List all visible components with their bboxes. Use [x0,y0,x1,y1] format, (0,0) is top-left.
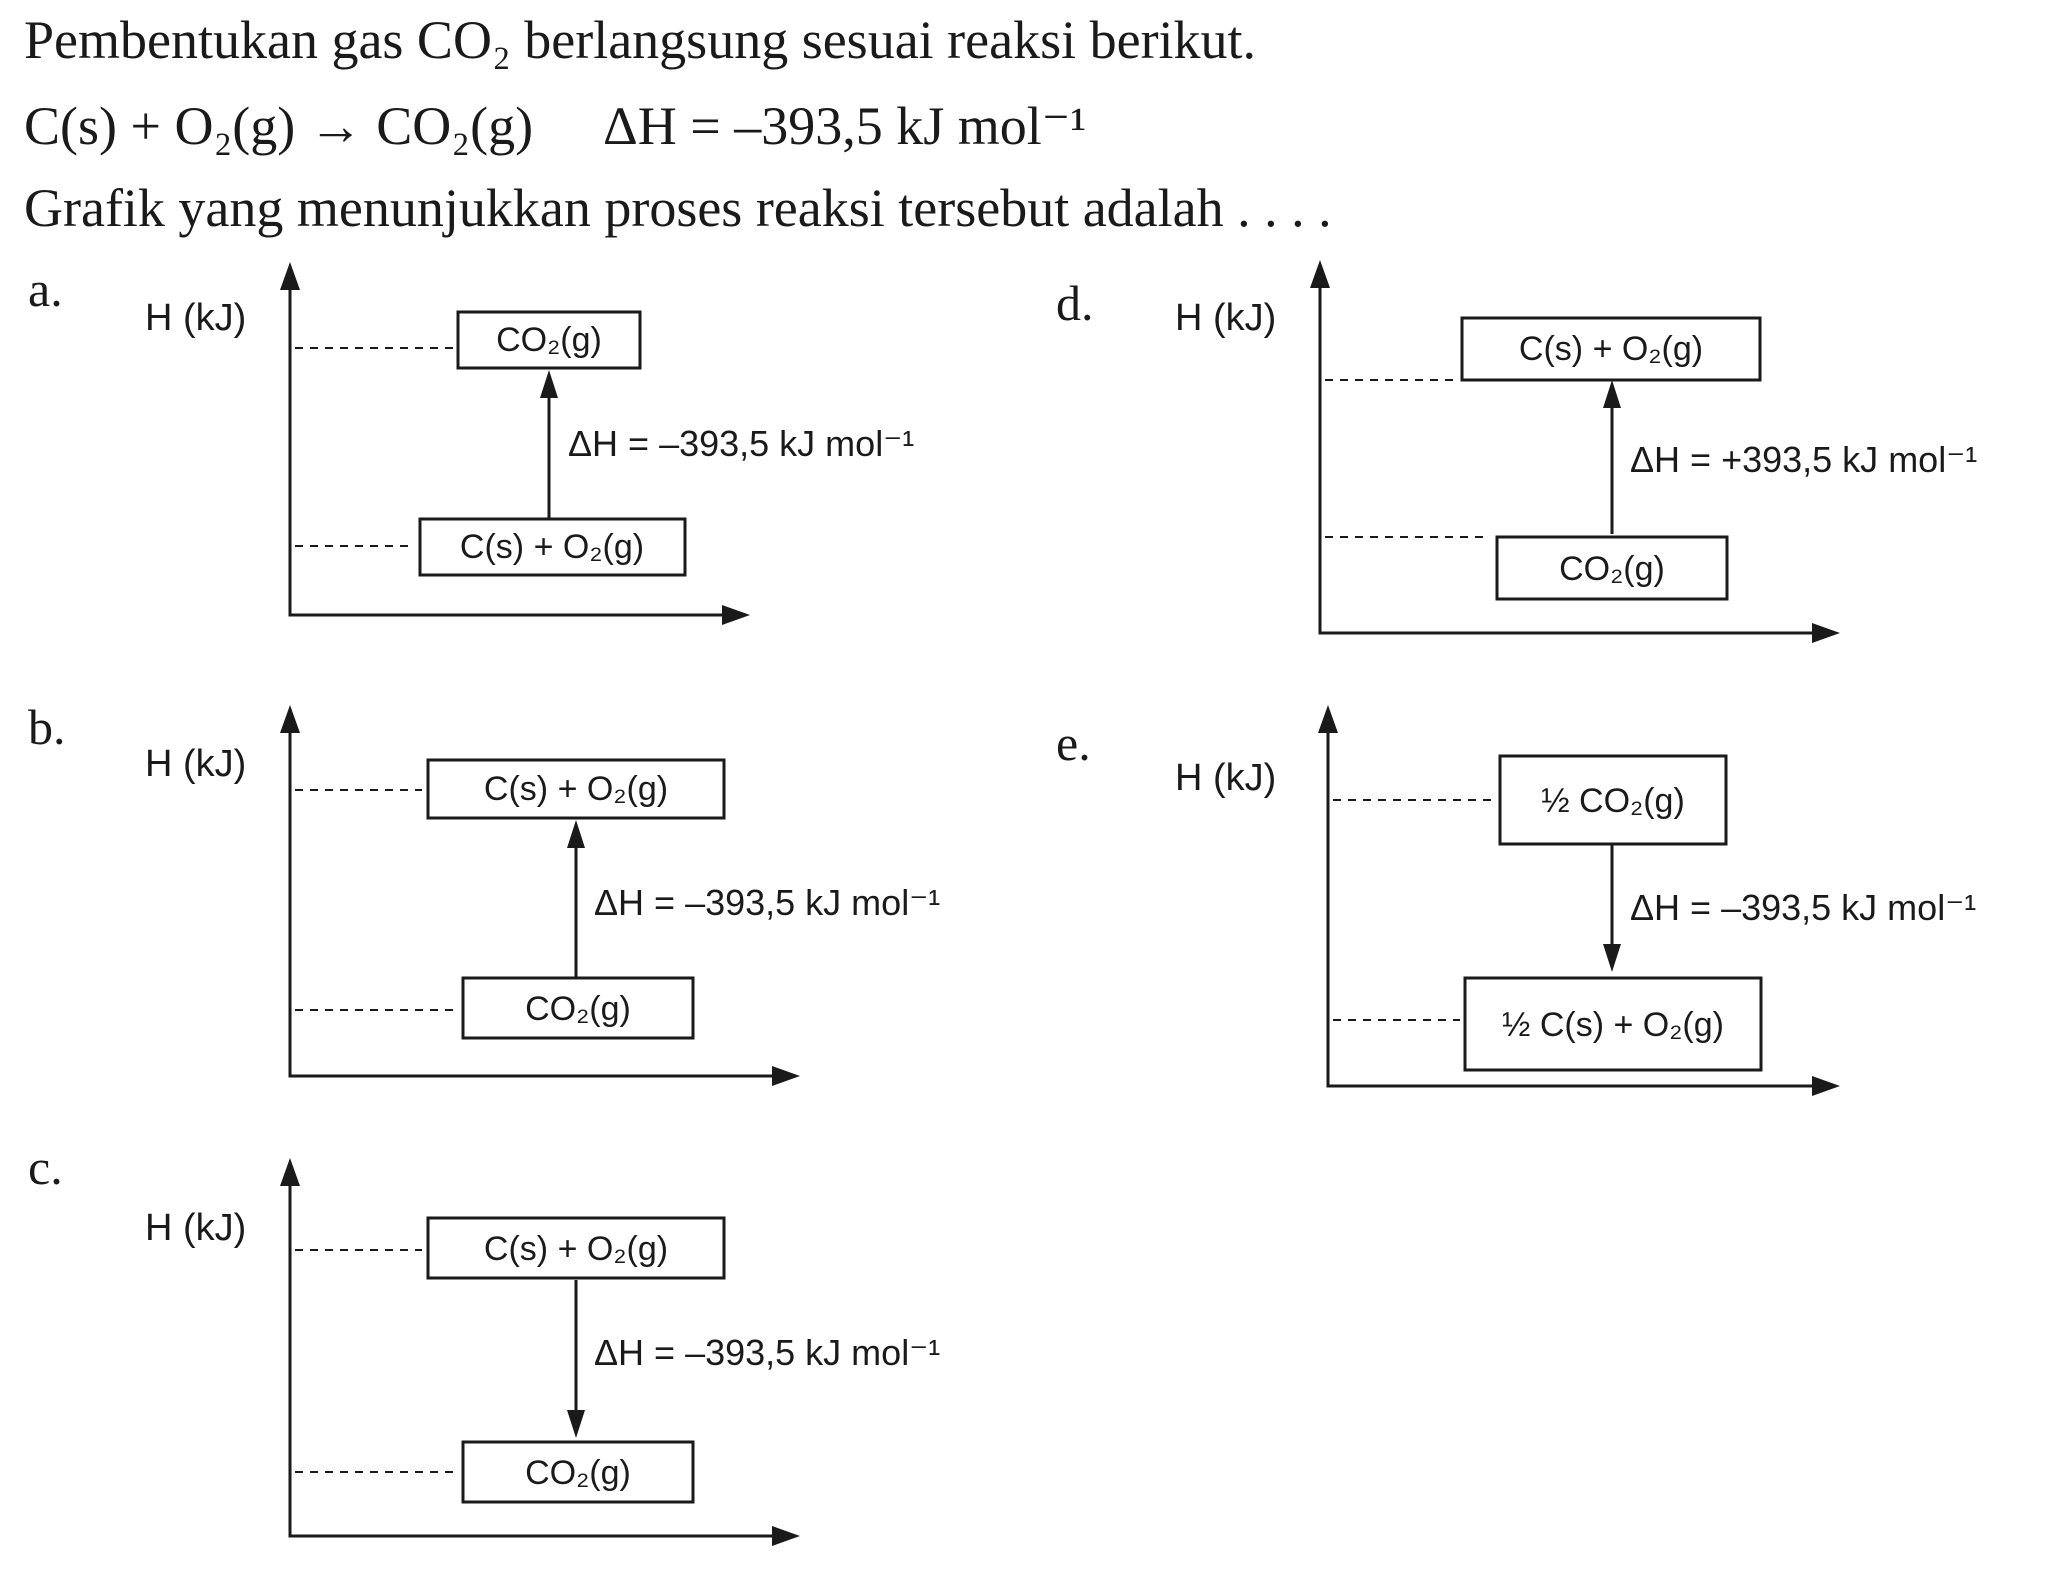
bottom-box-b-label: CO₂(g) [525,990,631,1028]
x-arrow-e [1812,1076,1840,1096]
bottom-box-a-label: C(s) + O₂(g) [459,528,645,566]
top-box-d-label: C(s) + O₂(g) [1518,330,1704,368]
delta-h-label-e: ΔH = –393,5 kJ mol⁻¹ [1630,887,1977,928]
delta-h-label-c: ΔH = –393,5 kJ mol⁻¹ [594,1332,941,1373]
x-arrow-a [722,605,750,625]
y-arrow-a [280,262,300,290]
delta-h-label-b: ΔH = –393,5 kJ mol⁻¹ [594,882,941,923]
y-arrow-d [1310,260,1330,288]
y-axis-label-e: H (kJ) [1175,757,1277,799]
delta-h-arrowhead-d [1603,380,1621,408]
y-axis-label-a: H (kJ) [145,297,247,339]
diagram-option-a[interactable] [145,262,914,625]
y-axis-label-b: H (kJ) [145,743,247,785]
bottom-box-d-label: CO₂(g) [1559,550,1665,588]
bottom-box-c-label: CO₂(g) [525,1454,631,1492]
reaction-delta-h: ΔH = –393,5 kJ mol⁻¹ [603,96,1087,156]
diagram-option-e[interactable] [1175,705,1976,1096]
diagram-option-d[interactable] [1175,260,1977,643]
option-a-letter[interactable]: a. [28,261,63,317]
bottom-box-e-label: ½ C(s) + O₂(g) [1502,1006,1724,1044]
delta-h-label-a: ΔH = –393,5 kJ mol⁻¹ [568,423,915,464]
y-axis-label-d: H (kJ) [1175,297,1277,339]
question-prompt: Grafik yang menunjukkan proses reaksi tersebut adalah . . . . [24,178,1332,238]
y-axis-label-c: H (kJ) [145,1207,247,1249]
y-arrow-e [1318,705,1338,733]
delta-h-arrowhead-a [540,370,558,398]
diagram-option-c[interactable] [145,1158,940,1546]
x-arrow-b [772,1066,800,1086]
option-e-letter[interactable]: e. [1056,715,1091,771]
delta-h-arrowhead-e [1603,944,1621,972]
question-line-1: Pembentukan gas CO₂ berlangsung sesuai reaksi berikut. [24,10,1257,70]
top-box-a-label: CO₂(g) [496,321,602,359]
y-arrow-b [280,705,300,733]
x-arrow-d [1812,623,1840,643]
top-box-e-label: ½ CO₂(g) [1541,782,1685,820]
option-c-letter[interactable]: c. [28,1139,63,1195]
option-b-letter[interactable]: b. [28,699,66,755]
top-box-c-label: C(s) + O₂(g) [483,1230,669,1268]
top-box-b-label: C(s) + O₂(g) [483,770,669,808]
diagram-option-b[interactable] [145,705,940,1086]
delta-h-label-d: ΔH = +393,5 kJ mol⁻¹ [1630,439,1978,480]
reaction-equation: C(s) + O₂(g) → CO₂(g) [24,96,534,156]
y-arrow-c [280,1158,300,1186]
x-arrow-c [772,1526,800,1546]
delta-h-arrowhead-b [567,820,585,848]
delta-h-arrowhead-c [567,1410,585,1438]
option-d-letter[interactable]: d. [1056,275,1094,331]
